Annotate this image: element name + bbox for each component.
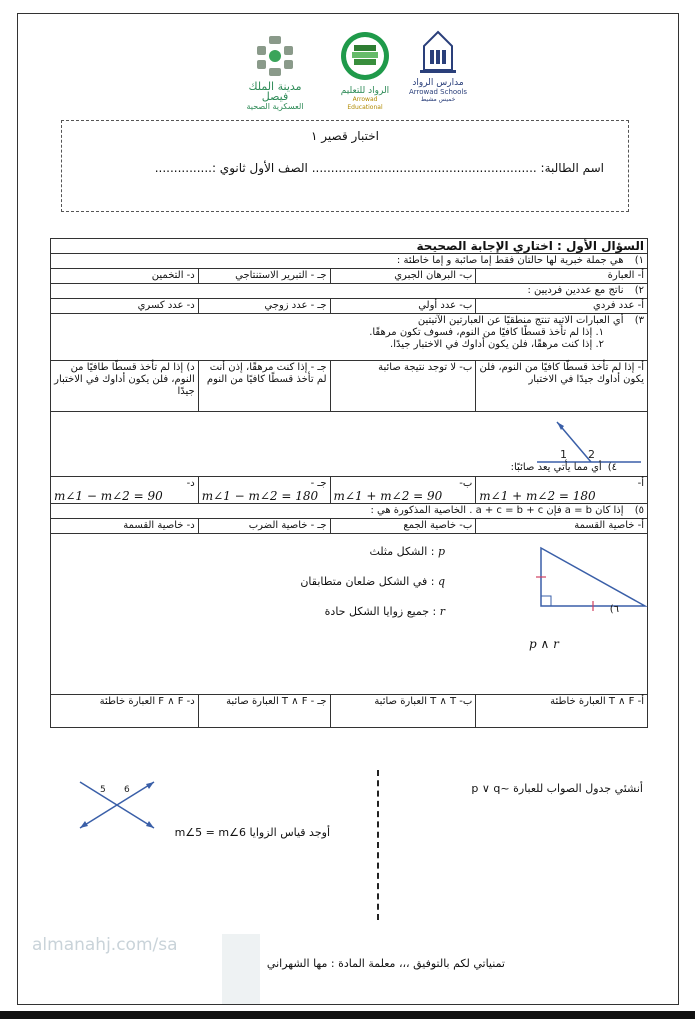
gear-people-icon [235, 34, 315, 78]
q1-option-c[interactable]: جـ - التبرير الاستنتاجي [198, 269, 330, 284]
q4-number: ٤) [607, 462, 617, 473]
q6-number: ٦) [609, 604, 619, 615]
angle-1-label: 1 [560, 448, 567, 461]
q2-number: ٢) [634, 285, 644, 296]
q1-option-a[interactable]: أ- العبارة [476, 269, 648, 284]
q4-option-a[interactable] [476, 477, 648, 504]
q6-p-text: : الشكل مثلث [369, 545, 435, 558]
q1-option-d[interactable]: د- التخمين [51, 269, 199, 284]
q4-option-b-label: ب- [459, 478, 473, 489]
q5-stem [51, 504, 648, 519]
q2-option-c[interactable]: جـ - عدد زوجي [198, 299, 330, 314]
q4-option-c-label: جـ - [310, 478, 327, 489]
q5-option-a[interactable]: أ- خاصية القسمة [476, 519, 648, 534]
q3-text: أي العبارات الاتية تنتج منطقيًا عن العبارتين الآتيتين [417, 315, 624, 326]
king-faisal-logo-subtext: العسكرية الصحية [246, 102, 304, 111]
q4-options-row [51, 477, 648, 504]
q4-option-c-eq: m∠1 − m∠2 = 180 [201, 489, 319, 503]
q5-text: إذا كان a = b فإن a + c = b + c . الخاصية المذكورة هي : [370, 505, 624, 516]
q2-option-d[interactable]: د- عدد كسري [51, 299, 199, 314]
section-divider [377, 770, 379, 920]
q5-option-d[interactable]: د- خاصية القسمة [51, 519, 199, 534]
q4-option-d-label: د- [186, 478, 195, 489]
q2-stem [51, 284, 648, 299]
q6-option-b[interactable]: ب- T ∧ T العبارة صائبة [330, 695, 476, 728]
bottom-bar [0, 1011, 695, 1019]
q4-option-b[interactable] [330, 477, 476, 504]
arrowad-schools-ar: مدارس الرواد [412, 78, 464, 88]
q5-option-c[interactable]: جـ - خاصية الضرب [198, 519, 330, 534]
q2-options-row [51, 299, 648, 314]
q6-q-text: : في الشكل ضلعان متطابقان [300, 575, 435, 588]
q6-q-var: q [437, 575, 445, 588]
angle-5-label: 5 [100, 785, 106, 795]
q6-stem [51, 534, 648, 695]
q6-expression: p ∧ r [529, 637, 559, 651]
king-faisal-logo [235, 34, 315, 111]
arrowad-educational-en: Arrowad Educational [347, 96, 383, 111]
angle-2-label: 2 [588, 448, 595, 461]
q1-text: هي جملة خبرية لها حالتان فقط إما صائبة و إما خاطئة : [396, 255, 624, 266]
watermark-box [222, 934, 260, 1004]
q3-option-b[interactable]: ب- لا توجد نتيجة صائبة [330, 361, 476, 412]
q4-option-d[interactable] [51, 477, 199, 504]
q6-options-row [51, 695, 648, 728]
arrowad-schools-logo [408, 30, 468, 106]
vertical-angles-figure [72, 776, 162, 834]
q5-number: ٥) [634, 505, 644, 516]
arrowad-schools-en: Arrowad Schools [408, 88, 468, 96]
arrowad-schools-sub: خميس مشيط [420, 96, 456, 103]
books-icon [335, 30, 395, 82]
angle-6-label: 6 [124, 785, 130, 795]
section-title: السؤال الأول : اختاري الإجابة الصحيحة [51, 239, 648, 254]
truth-table-prompt: أنشئي جدول الصواب للعبارة ~p ∨ q [471, 782, 643, 795]
arrowad-educational-logo [335, 30, 395, 111]
q4-option-a-eq: m∠1 + m∠2 = 180 [479, 489, 596, 503]
q4-option-a-label: أ- [637, 478, 644, 489]
q2-text: ناتج مع عددين فرديين : [527, 285, 624, 296]
footer-text: تمنياتي لكم بالتوفيق ،،، معلمة المادة : مها الشهراني [266, 957, 505, 970]
student-info-line: اسم الطالبة: ........................................................... الصف الأول ثانوي :............... [154, 161, 604, 175]
q3-options-row [51, 361, 648, 412]
q4-option-c[interactable] [198, 477, 330, 504]
q3-option-c[interactable]: جـ - إذا كنت مرهقًا، إذن أنت لم تأخذ قسطًا كافيًا من النوم [198, 361, 330, 412]
q6-option-d[interactable]: د- F ∧ F العبارة خاطئة [51, 695, 199, 728]
q6-option-a[interactable]: أ- T ∧ F العبارة خاطئة [476, 695, 648, 728]
q1-number: ١) [634, 255, 644, 266]
q2-option-a[interactable]: أ- عدد فردي [476, 299, 648, 314]
school-building-icon [408, 30, 468, 74]
q6-option-c[interactable]: جـ - T ∧ F العبارة صائبة [198, 695, 330, 728]
q6-p-var: p [437, 545, 445, 558]
q6-right-triangle-figure [535, 542, 651, 612]
q4-stem [51, 412, 648, 477]
q6-r-text: : جميع زوايا الشكل حادة [324, 605, 437, 618]
q1-option-b[interactable]: ب- البرهان الجبري [330, 269, 476, 284]
q3-statement-1: ١. إذا لم تأخذ قسطًا كافيًا من النوم، فسوف تكون مرهقًا. [369, 327, 604, 338]
king-faisal-logo-text: مدينة الملك فيصل [248, 80, 302, 103]
q4-option-b-eq: m∠1 + m∠2 = 90 [333, 489, 443, 503]
arrowad-educational-ar: الرواد للتعليم [340, 86, 390, 96]
q1-stem [51, 254, 648, 269]
q1-options-row [51, 269, 648, 284]
q4-option-d-eq: m∠1 − m∠2 = 90 [54, 489, 163, 503]
q3-option-a[interactable]: أ- إذا لم تأخذ قسطًا كافيًا من النوم، فلن يكون أداوك جيدًا في الاختبار [476, 361, 648, 412]
quiz-title: اختبار قصير ١ [311, 129, 379, 143]
q4-text: أي مما يأتي يعد صائبًا: [510, 462, 602, 473]
q3-number: ٣) [634, 315, 644, 326]
questions-table [50, 238, 648, 728]
header-box [61, 120, 629, 212]
q3-statement-2: ٢. إذا كنت مرهقًا، فلن يكون أداوك في الاختبار جيدًا. [390, 339, 604, 350]
q6-r-var: r [439, 605, 445, 618]
q3-option-d[interactable]: د) إذا لم تأخذ قسطًا طافيًا من النوم، فلن يكون أداوك في الاختبار جيدًا [51, 361, 199, 412]
q3-stem [51, 314, 648, 361]
watermark-text: almanahj.com/sa [32, 935, 178, 955]
angles-prompt: أوجد قياس الزوايا m∠5 = m∠6 [174, 826, 330, 839]
q2-option-b[interactable]: ب- عدد أولي [330, 299, 476, 314]
q5-options-row [51, 519, 648, 534]
q5-option-b[interactable]: ب- خاصية الجمع [330, 519, 476, 534]
